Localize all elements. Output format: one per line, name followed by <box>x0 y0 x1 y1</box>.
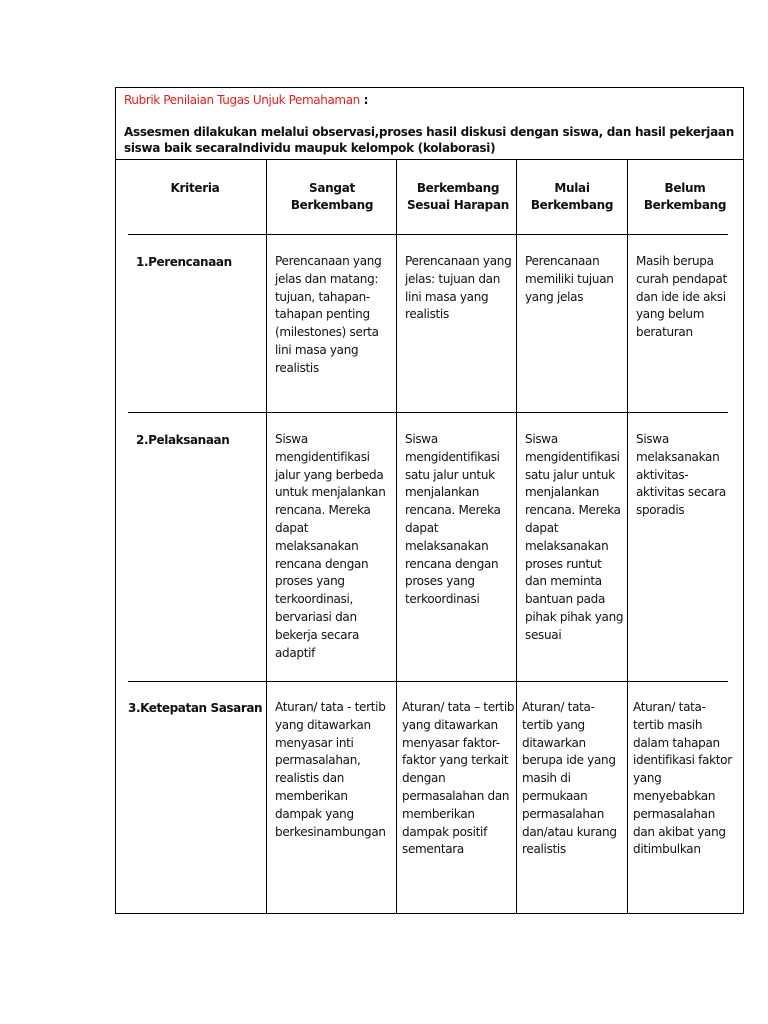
criteria-label-perencanaan: 1.Perencanaan <box>136 255 232 269</box>
cell-perencanaan-sangat-berkembang: Perencanaan yang jelas dan matang: tujuan, tahapan- tahapan penting (milestones) serta lini masa yang realistis <box>275 254 382 375</box>
column-header-belum-berkembang: Belum Berkembang <box>643 181 727 212</box>
row-divider <box>128 234 728 235</box>
cell-ketepatan-mulai: Aturan/ tata-tertib yang ditawarkan berupa ide yang masih di permukaan permasalahan dan/atau kurang realistis <box>522 700 617 857</box>
rubric-header <box>116 88 743 160</box>
rubric-title-colon: : <box>359 93 369 107</box>
column-header-sangat-berkembang: Sangat Berkembang <box>290 181 374 212</box>
row-divider <box>128 412 728 413</box>
cell-pelaksanaan-berkembang: Siswa mengidentifikasi satu jalur untuk menjalankan rencana. Mereka dapat melaksanakan rencana dengan proses yang terkoordinasi <box>405 432 501 607</box>
criteria-label-ketepatan-sasaran: 3.Ketepatan Sasaran <box>128 701 263 715</box>
column-divider <box>516 160 517 913</box>
row-divider <box>128 681 728 682</box>
criteria-label-pelaksanaan: 2.Pelaksanaan <box>136 433 230 447</box>
column-header-berkembang-sesuai-harapan: Berkembang Sesuai Harapan <box>406 181 510 212</box>
cell-perencanaan-belum: Masih berupa curah pendapat dan ide ide aksi yang belum beraturan <box>636 254 727 340</box>
cell-pelaksanaan-sangat-berkembang: Siswa mengidentifikasi jalur yang berbeda untuk menjalankan rencana. Mereka dapat melaksanakan rencana dengan proses yang terkoordinasi, bervariasi dan bekerja secara adaptif <box>275 432 386 660</box>
column-divider <box>627 160 628 913</box>
column-header-kriteria: Kriteria <box>170 181 220 195</box>
cell-pelaksanaan-mulai: Siswa mengidentifikasi satu jalur untuk menjalankan rencana. Mereka dapat melaksanakan proses runtut dan meminta bantuan pada pihak pihak yang sesuai <box>525 432 624 642</box>
assessment-description: Assesmen dilakukan melalui observasi,proses hasil diskusi dengan siswa, dan hasil pekerjaan siswa baik secaraIndividu maupuk kelompok (kolaborasi) <box>124 125 734 155</box>
column-divider <box>266 160 267 913</box>
rubric-title <box>124 93 368 108</box>
rubric-document <box>115 87 744 914</box>
cell-ketepatan-sangat-berkembang: Aturan/ tata - tertib yang ditawarkan menyasar inti permasalahan, realistis dan memberikan dampak yang berkesinambungan <box>275 700 386 839</box>
cell-pelaksanaan-belum: Siswa melaksanakan aktivitas-aktivitas secara sporadis <box>636 432 726 518</box>
cell-ketepatan-belum: Aturan/ tata-tertib masih dalam tahapan identifikasi faktor yang menyebabkan permasalahan dan akibat yang ditimbulkan <box>633 700 732 857</box>
column-header-mulai-berkembang: Mulai Berkembang <box>530 181 614 212</box>
column-divider <box>396 160 397 913</box>
cell-ketepatan-berkembang: Aturan/ tata – tertib yang ditawarkan menyasar faktor-faktor yang terkait dengan permasalahan dan memberikan dampak positif sementara <box>402 700 515 857</box>
cell-perencanaan-mulai: Perencanaan memiliki tujuan yang jelas <box>525 254 614 304</box>
rubric-title-text: Rubrik Penilaian Tugas Unjuk Pemahaman <box>124 93 360 107</box>
cell-perencanaan-berkembang: Perencanaan yang jelas: tujuan dan lini masa yang realistis <box>405 254 512 322</box>
